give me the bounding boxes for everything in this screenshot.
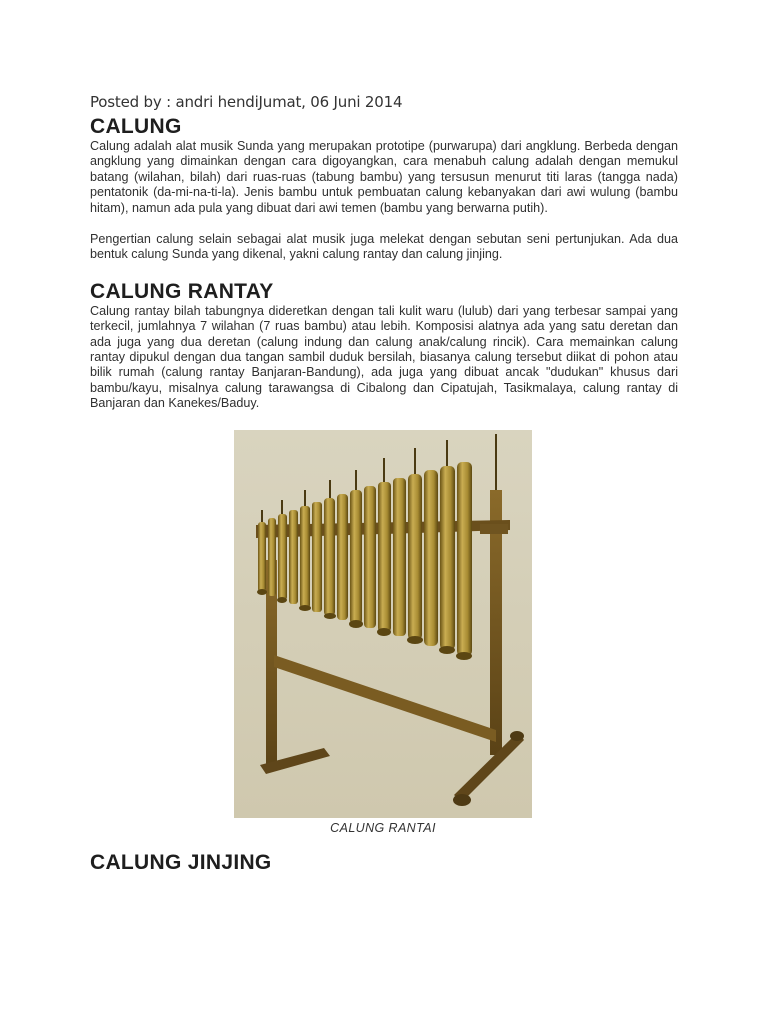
heading-calung-jinjing: CALUNG JINJING: [90, 850, 272, 874]
article: [90, 93, 678, 875]
paragraph-calung-definition: Calung adalah alat musik Sunda yang merupakan prototipe (purwarupa) dari angklung. Berbeda dengan angklung yang dimainkan dengan cara digoyangkan, cara menabuh calung adalah dengan memukul batang (wilahan, bilah) dari ruas-ruas (tabung bambu) yang tersusun menurut titi laras (tangga nada) pentatonik (da-mi-na-ti-la). Jenis bambu untuk pembuatan calung kebanyakan dari awi wulung (bambu hitam), namun ada pula yang dibuat dari awi temen (bambu yang berwarna putih).: [90, 139, 678, 215]
paragraph-calung-types: Pengertian calung selain sebagai alat musik juga melekat dengan sebutan seni pertunjukan. Ada dua bentuk calung Sunda yang dikenal, yakni calung rantay dan calung jinjing.: [90, 232, 678, 262]
paragraph-calung-rantay: Calung rantay bilah tabungnya dideretkan dengan tali kulit waru (lulub) dari yang terbesar sampai yang terkecil, jumlahnya 7 wilahan (7 ruas bambu) atau lebih. Komposisi alatnya ada yang satu deretan dan ada juga yang dua deretan (calung indung dan calung anak/calung rincik). Cara memainkan calung rantay dipukul dengan dua tangan sambil duduk bersilah, biasanya calung tersebut diikat di pohon atau bilik rumah (calung rantay Banjaran-Bandung), ada juga yang dibuat ancak "dudukan" khusus dari bambu/kayu, misalnya calung tarawangsa di Cibalong dan Cipatujah, Tasikmalaya, calung rantay di Banjaran dan Kanekes/Baduy.: [90, 303, 678, 411]
figure-calung-rantai: [234, 430, 532, 835]
calung-rantai-photo: [234, 430, 532, 818]
heading-calung: CALUNG: [90, 115, 182, 138]
heading-calung-rantay: CALUNG RANTAY: [90, 279, 274, 303]
posted-by-line: Posted by : andri hendiJumat, 06 Juni 2014: [90, 93, 403, 111]
figure-caption: CALUNG RANTAI: [330, 820, 436, 835]
